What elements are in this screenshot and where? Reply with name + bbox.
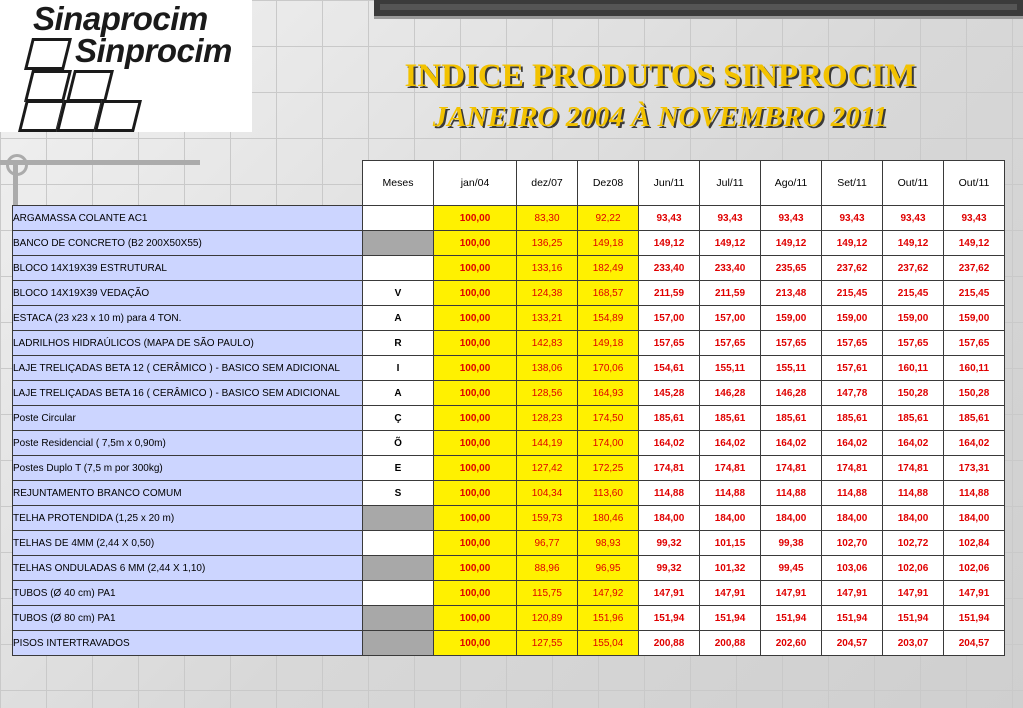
index-value-cell: 120,89 bbox=[517, 606, 578, 631]
index-value-cell: 92,22 bbox=[578, 206, 639, 231]
index-value-cell: 184,00 bbox=[822, 506, 883, 531]
index-value-cell: 114,88 bbox=[883, 481, 944, 506]
meses-letter-cell: Õ bbox=[363, 431, 434, 456]
index-value-cell: 184,00 bbox=[944, 506, 1005, 531]
index-value-cell: 100,00 bbox=[434, 231, 517, 256]
index-value-cell: 124,38 bbox=[517, 281, 578, 306]
index-value-cell: 185,61 bbox=[883, 406, 944, 431]
product-name-cell: REJUNTAMENTO BRANCO COMUM bbox=[13, 481, 363, 506]
index-value-cell: 149,12 bbox=[944, 231, 1005, 256]
product-name-cell: ESTACA (23 x23 x 10 m) para 4 TON. bbox=[13, 306, 363, 331]
index-value-cell: 157,65 bbox=[639, 331, 700, 356]
index-value-cell: 127,55 bbox=[517, 631, 578, 656]
product-name-cell: BLOCO 14X19X39 ESTRUTURAL bbox=[13, 256, 363, 281]
index-value-cell: 149,12 bbox=[700, 231, 761, 256]
index-value-cell: 149,12 bbox=[639, 231, 700, 256]
product-name-cell: TELHA PROTENDIDA (1,25 x 20 m) bbox=[13, 506, 363, 531]
index-value-cell: 146,28 bbox=[700, 381, 761, 406]
index-value-cell: 149,12 bbox=[761, 231, 822, 256]
column-header: Out/11 bbox=[883, 161, 944, 206]
table-row bbox=[13, 306, 1005, 331]
index-value-cell: 100,00 bbox=[434, 506, 517, 531]
index-value-cell: 99,38 bbox=[761, 531, 822, 556]
index-value-cell: 155,04 bbox=[578, 631, 639, 656]
index-value-cell: 133,16 bbox=[517, 256, 578, 281]
index-value-cell: 155,11 bbox=[761, 356, 822, 381]
index-value-cell: 185,61 bbox=[761, 406, 822, 431]
index-value-cell: 157,65 bbox=[944, 331, 1005, 356]
column-header: Ago/11 bbox=[761, 161, 822, 206]
product-name-cell: LAJE TRELIÇADAS BETA 12 ( CERÂMICO ) - BASICO SEM ADICIONAL bbox=[13, 356, 363, 381]
table-row bbox=[13, 406, 1005, 431]
index-value-cell: 159,00 bbox=[761, 306, 822, 331]
index-value-cell: 184,00 bbox=[761, 506, 822, 531]
product-name-cell: LAJE TRELIÇADAS BETA 16 ( CERÂMICO ) - BASICO SEM ADICIONAL bbox=[13, 381, 363, 406]
index-value-cell: 204,57 bbox=[822, 631, 883, 656]
index-value-cell: 203,07 bbox=[883, 631, 944, 656]
index-value-cell: 204,57 bbox=[944, 631, 1005, 656]
column-header: Meses bbox=[363, 161, 434, 206]
price-index-table bbox=[12, 160, 1005, 656]
index-value-cell: 237,62 bbox=[944, 256, 1005, 281]
index-value-cell: 235,65 bbox=[761, 256, 822, 281]
index-value-cell: 173,31 bbox=[944, 456, 1005, 481]
index-value-cell: 100,00 bbox=[434, 356, 517, 381]
product-name-cell: ARGAMASSA COLANTE AC1 bbox=[13, 206, 363, 231]
meses-letter-cell: A bbox=[363, 381, 434, 406]
index-value-cell: 157,00 bbox=[639, 306, 700, 331]
index-value-cell: 200,88 bbox=[639, 631, 700, 656]
meses-letter-cell bbox=[363, 206, 434, 231]
index-value-cell: 147,91 bbox=[883, 581, 944, 606]
index-value-cell: 127,42 bbox=[517, 456, 578, 481]
index-value-cell: 185,61 bbox=[944, 406, 1005, 431]
index-value-cell: 93,43 bbox=[944, 206, 1005, 231]
index-value-cell: 102,84 bbox=[944, 531, 1005, 556]
index-value-cell: 149,18 bbox=[578, 231, 639, 256]
index-value-cell: 102,70 bbox=[822, 531, 883, 556]
index-value-cell: 174,81 bbox=[883, 456, 944, 481]
product-name-cell: TUBOS (Ø 40 cm) PA1 bbox=[13, 581, 363, 606]
table-row bbox=[13, 356, 1005, 381]
meses-letter-cell bbox=[363, 631, 434, 656]
index-value-cell: 233,40 bbox=[639, 256, 700, 281]
index-value-cell: 96,77 bbox=[517, 531, 578, 556]
index-value-cell: 174,81 bbox=[700, 456, 761, 481]
index-value-cell: 93,43 bbox=[639, 206, 700, 231]
index-value-cell: 100,00 bbox=[434, 606, 517, 631]
index-value-cell: 114,88 bbox=[761, 481, 822, 506]
index-value-cell: 151,96 bbox=[578, 606, 639, 631]
index-value-cell: 211,59 bbox=[700, 281, 761, 306]
index-value-cell: 211,59 bbox=[639, 281, 700, 306]
page-title: INDICE PRODUTOS SINPROCIM bbox=[404, 58, 916, 94]
index-value-cell: 174,81 bbox=[639, 456, 700, 481]
index-value-cell: 114,88 bbox=[822, 481, 883, 506]
index-value-cell: 128,23 bbox=[517, 406, 578, 431]
table-row bbox=[13, 331, 1005, 356]
index-value-cell: 128,56 bbox=[517, 381, 578, 406]
product-name-cell: TELHAS ONDULADAS 6 MM (2,44 X 1,10) bbox=[13, 556, 363, 581]
meses-letter-cell bbox=[363, 256, 434, 281]
index-value-cell: 103,06 bbox=[822, 556, 883, 581]
index-value-cell: 100,00 bbox=[434, 581, 517, 606]
index-value-cell: 99,45 bbox=[761, 556, 822, 581]
index-value-cell: 233,40 bbox=[700, 256, 761, 281]
index-value-cell: 164,02 bbox=[639, 431, 700, 456]
column-header: Jun/11 bbox=[639, 161, 700, 206]
table-row bbox=[13, 631, 1005, 656]
index-value-cell: 174,81 bbox=[822, 456, 883, 481]
logo-text-sinaprocim: Sinaprocim bbox=[33, 0, 208, 37]
index-value-cell: 151,94 bbox=[761, 606, 822, 631]
index-value-cell: 114,88 bbox=[944, 481, 1005, 506]
index-value-cell: 180,46 bbox=[578, 506, 639, 531]
column-header: Out/11 bbox=[944, 161, 1005, 206]
index-value-cell: 102,72 bbox=[883, 531, 944, 556]
index-value-cell: 146,28 bbox=[761, 381, 822, 406]
index-value-cell: 100,00 bbox=[434, 331, 517, 356]
index-value-cell: 101,32 bbox=[700, 556, 761, 581]
index-value-cell: 237,62 bbox=[822, 256, 883, 281]
index-value-cell: 154,61 bbox=[639, 356, 700, 381]
index-value-cell: 93,43 bbox=[761, 206, 822, 231]
index-value-cell: 159,73 bbox=[517, 506, 578, 531]
column-header: Jul/11 bbox=[700, 161, 761, 206]
column-header: jan/04 bbox=[434, 161, 517, 206]
index-value-cell: 98,93 bbox=[578, 531, 639, 556]
index-value-cell: 144,19 bbox=[517, 431, 578, 456]
table-row bbox=[13, 506, 1005, 531]
index-value-cell: 102,06 bbox=[944, 556, 1005, 581]
index-value-cell: 147,91 bbox=[944, 581, 1005, 606]
index-value-cell: 157,65 bbox=[883, 331, 944, 356]
index-value-cell: 93,43 bbox=[700, 206, 761, 231]
table-row bbox=[13, 531, 1005, 556]
index-value-cell: 164,02 bbox=[944, 431, 1005, 456]
index-value-cell: 159,00 bbox=[822, 306, 883, 331]
meses-letter-cell bbox=[363, 531, 434, 556]
index-value-cell: 160,11 bbox=[944, 356, 1005, 381]
index-value-cell: 168,57 bbox=[578, 281, 639, 306]
index-value-cell: 164,02 bbox=[883, 431, 944, 456]
index-value-cell: 155,11 bbox=[700, 356, 761, 381]
index-value-cell: 100,00 bbox=[434, 256, 517, 281]
index-value-cell: 115,75 bbox=[517, 581, 578, 606]
index-value-cell: 184,00 bbox=[700, 506, 761, 531]
table-row bbox=[13, 606, 1005, 631]
index-value-cell: 99,32 bbox=[639, 556, 700, 581]
index-value-cell: 174,00 bbox=[578, 431, 639, 456]
index-value-cell: 164,02 bbox=[761, 431, 822, 456]
index-value-cell: 101,15 bbox=[700, 531, 761, 556]
index-value-cell: 164,02 bbox=[700, 431, 761, 456]
index-value-cell: 113,60 bbox=[578, 481, 639, 506]
index-value-cell: 164,02 bbox=[822, 431, 883, 456]
index-value-cell: 147,78 bbox=[822, 381, 883, 406]
index-value-cell: 202,60 bbox=[761, 631, 822, 656]
product-name-cell: PISOS INTERTRAVADOS bbox=[13, 631, 363, 656]
index-value-cell: 154,89 bbox=[578, 306, 639, 331]
index-value-cell: 215,45 bbox=[822, 281, 883, 306]
index-value-cell: 83,30 bbox=[517, 206, 578, 231]
index-value-cell: 100,00 bbox=[434, 406, 517, 431]
logo-text-sinprocim: Sinprocim bbox=[75, 32, 232, 69]
index-value-cell: 138,06 bbox=[517, 356, 578, 381]
index-value-cell: 147,91 bbox=[700, 581, 761, 606]
index-value-cell: 100,00 bbox=[434, 381, 517, 406]
index-value-cell: 151,94 bbox=[700, 606, 761, 631]
index-value-cell: 114,88 bbox=[700, 481, 761, 506]
meses-letter-cell: E bbox=[363, 456, 434, 481]
product-name-cell: BLOCO 14X19X39 VEDAÇÃO bbox=[13, 281, 363, 306]
index-value-cell: 96,95 bbox=[578, 556, 639, 581]
meses-letter-cell: Ç bbox=[363, 406, 434, 431]
index-value-cell: 159,00 bbox=[944, 306, 1005, 331]
table-corner bbox=[13, 161, 363, 206]
index-value-cell: 147,91 bbox=[822, 581, 883, 606]
index-value-cell: 157,61 bbox=[822, 356, 883, 381]
meses-letter-cell bbox=[363, 231, 434, 256]
table-row bbox=[13, 581, 1005, 606]
table-row bbox=[13, 231, 1005, 256]
index-value-cell: 100,00 bbox=[434, 556, 517, 581]
index-value-cell: 142,83 bbox=[517, 331, 578, 356]
index-value-cell: 200,88 bbox=[700, 631, 761, 656]
column-header: Set/11 bbox=[822, 161, 883, 206]
index-value-cell: 100,00 bbox=[434, 531, 517, 556]
index-value-cell: 213,48 bbox=[761, 281, 822, 306]
index-value-cell: 157,00 bbox=[700, 306, 761, 331]
index-value-cell: 100,00 bbox=[434, 431, 517, 456]
table-row bbox=[13, 431, 1005, 456]
table-row bbox=[13, 481, 1005, 506]
index-value-cell: 114,88 bbox=[639, 481, 700, 506]
logo-square-icon bbox=[24, 70, 72, 102]
index-value-cell: 147,92 bbox=[578, 581, 639, 606]
index-value-cell: 93,43 bbox=[822, 206, 883, 231]
index-value-cell: 151,94 bbox=[822, 606, 883, 631]
column-header: dez/07 bbox=[517, 161, 578, 206]
logo-square-icon bbox=[24, 38, 72, 70]
decorative-top-bar bbox=[374, 0, 1023, 19]
index-value-cell: 215,45 bbox=[944, 281, 1005, 306]
index-value-cell: 100,00 bbox=[434, 206, 517, 231]
index-value-cell: 151,94 bbox=[883, 606, 944, 631]
index-value-cell: 174,81 bbox=[761, 456, 822, 481]
product-name-cell: Poste Residencial ( 7,5m x 0,90m) bbox=[13, 431, 363, 456]
index-value-cell: 104,34 bbox=[517, 481, 578, 506]
index-value-cell: 149,18 bbox=[578, 331, 639, 356]
index-value-cell: 151,94 bbox=[944, 606, 1005, 631]
index-value-cell: 100,00 bbox=[434, 456, 517, 481]
meses-letter-cell bbox=[363, 556, 434, 581]
index-value-cell: 157,65 bbox=[822, 331, 883, 356]
product-name-cell: LADRILHOS HIDRAÚLICOS (MAPA DE SÃO PAULO) bbox=[13, 331, 363, 356]
index-value-cell: 237,62 bbox=[883, 256, 944, 281]
index-value-cell: 174,50 bbox=[578, 406, 639, 431]
index-value-cell: 150,28 bbox=[883, 381, 944, 406]
index-value-cell: 185,61 bbox=[700, 406, 761, 431]
index-value-cell: 150,28 bbox=[944, 381, 1005, 406]
index-value-cell: 99,32 bbox=[639, 531, 700, 556]
index-value-cell: 93,43 bbox=[883, 206, 944, 231]
meses-letter-cell bbox=[363, 606, 434, 631]
index-value-cell: 184,00 bbox=[883, 506, 944, 531]
index-value-cell: 147,91 bbox=[761, 581, 822, 606]
index-value-cell: 88,96 bbox=[517, 556, 578, 581]
index-value-cell: 182,49 bbox=[578, 256, 639, 281]
logo-square-icon bbox=[66, 70, 114, 102]
index-value-cell: 185,61 bbox=[822, 406, 883, 431]
meses-letter-cell: V bbox=[363, 281, 434, 306]
index-value-cell: 172,25 bbox=[578, 456, 639, 481]
meses-letter-cell bbox=[363, 581, 434, 606]
index-value-cell: 100,00 bbox=[434, 631, 517, 656]
product-name-cell: BANCO DE CONCRETO (B2 200X50X55) bbox=[13, 231, 363, 256]
index-value-cell: 145,28 bbox=[639, 381, 700, 406]
product-name-cell: TELHAS DE 4MM (2,44 X 0,50) bbox=[13, 531, 363, 556]
table-row bbox=[13, 381, 1005, 406]
index-value-cell: 149,12 bbox=[883, 231, 944, 256]
product-name-cell: Poste Circular bbox=[13, 406, 363, 431]
meses-letter-cell: R bbox=[363, 331, 434, 356]
meses-letter-cell: I bbox=[363, 356, 434, 381]
index-value-cell: 157,65 bbox=[700, 331, 761, 356]
index-value-cell: 151,94 bbox=[639, 606, 700, 631]
meses-letter-cell bbox=[363, 506, 434, 531]
index-value-cell: 184,00 bbox=[639, 506, 700, 531]
table-row bbox=[13, 206, 1005, 231]
logo bbox=[0, 0, 252, 132]
meses-letter-cell: S bbox=[363, 481, 434, 506]
index-value-cell: 136,25 bbox=[517, 231, 578, 256]
index-value-cell: 185,61 bbox=[639, 406, 700, 431]
table-row bbox=[13, 556, 1005, 581]
index-value-cell: 215,45 bbox=[883, 281, 944, 306]
index-value-cell: 133,21 bbox=[517, 306, 578, 331]
meses-letter-cell: A bbox=[363, 306, 434, 331]
index-value-cell: 100,00 bbox=[434, 281, 517, 306]
column-header: Dez08 bbox=[578, 161, 639, 206]
table-row bbox=[13, 456, 1005, 481]
table-header-row bbox=[13, 161, 1005, 206]
index-value-cell: 164,93 bbox=[578, 381, 639, 406]
index-value-cell: 100,00 bbox=[434, 306, 517, 331]
product-name-cell: Postes Duplo T (7,5 m por 300kg) bbox=[13, 456, 363, 481]
table-row bbox=[13, 281, 1005, 306]
index-value-cell: 170,06 bbox=[578, 356, 639, 381]
index-value-cell: 149,12 bbox=[822, 231, 883, 256]
page-subtitle: JANEIRO 2004 À NOVEMBRO 2011 bbox=[432, 101, 888, 133]
index-value-cell: 157,65 bbox=[761, 331, 822, 356]
index-value-cell: 147,91 bbox=[639, 581, 700, 606]
index-value-cell: 160,11 bbox=[883, 356, 944, 381]
index-value-cell: 100,00 bbox=[434, 481, 517, 506]
product-name-cell: TUBOS (Ø 80 cm) PA1 bbox=[13, 606, 363, 631]
logo-square-icon bbox=[94, 100, 142, 132]
table-row bbox=[13, 256, 1005, 281]
index-value-cell: 102,06 bbox=[883, 556, 944, 581]
index-value-cell: 159,00 bbox=[883, 306, 944, 331]
